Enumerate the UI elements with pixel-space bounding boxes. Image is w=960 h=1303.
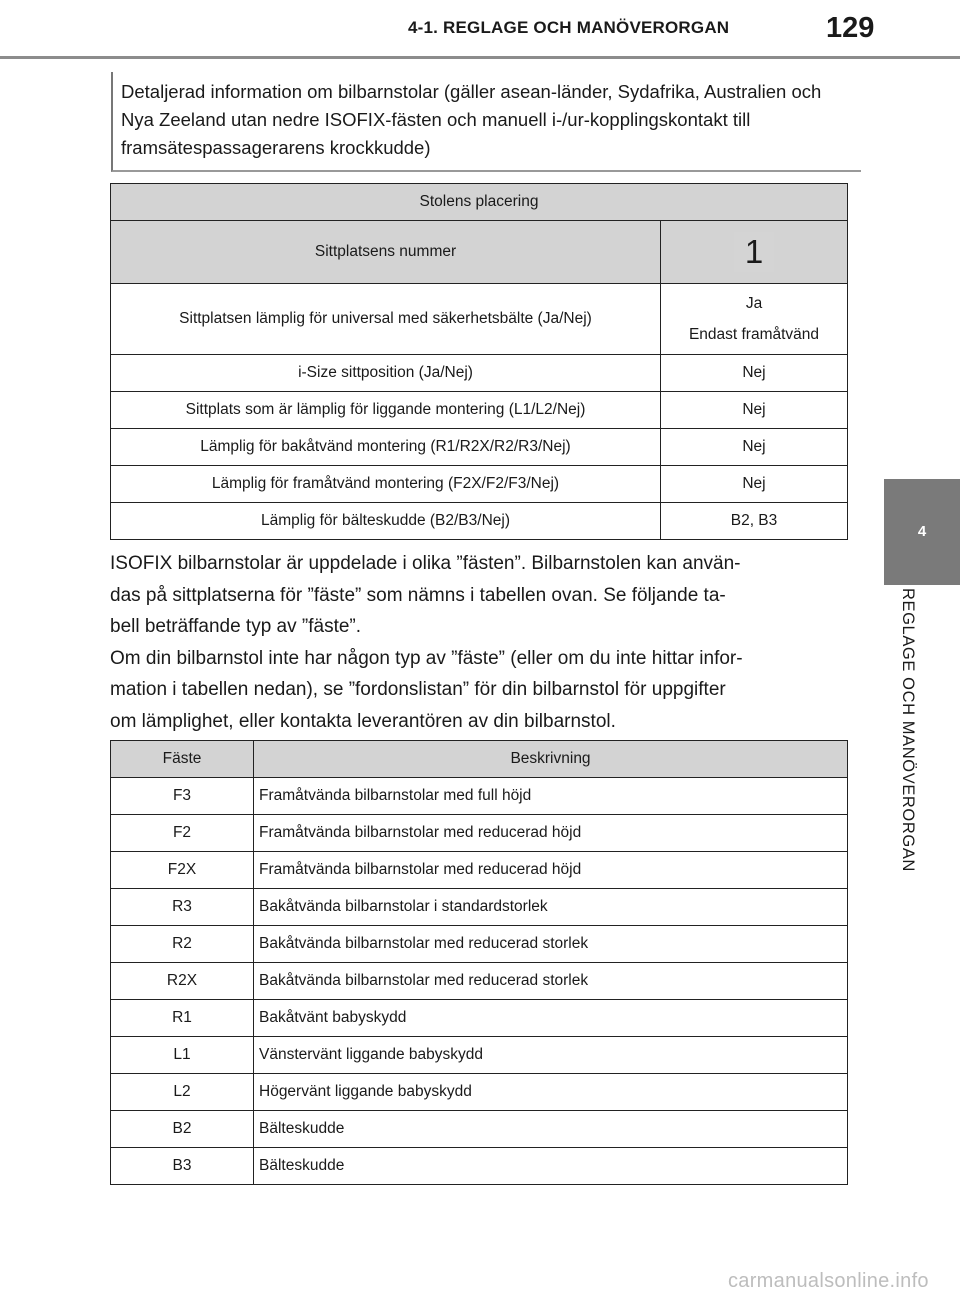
section-title: 4-1. REGLAGE OCH MANÖVERORGAN (408, 18, 730, 37)
paragraph-line: Om din bilbarnstol inte har någon typ av ”fäste” (eller om du inte hittar infor- (110, 647, 743, 669)
seat-number-label: Sittplatsens nummer (111, 221, 661, 284)
fixture-description: Högervänt liggande babyskydd (254, 1074, 848, 1111)
paragraph-line: bell beträffande typ av ”fäste”. (110, 616, 362, 637)
row-label: Lämplig för framåtvänd montering (F2X/F2/F3/Nej) (111, 466, 661, 503)
fixture-code: R2X (111, 963, 254, 1000)
row-label: Lämplig för bälteskudde (B2/B3/Nej) (111, 503, 661, 540)
fixture-code: F3 (111, 778, 254, 815)
fixture-description: Bakåtvända bilbarnstolar i standardstorlek (254, 889, 848, 926)
fixture-description: Framåtvända bilbarnstolar med full höjd (254, 778, 848, 815)
seat-number-row (111, 221, 848, 284)
row-value-line2: Endast framåtvänd (688, 326, 820, 343)
table-row (111, 852, 848, 889)
row-value-line1: Ja (745, 295, 763, 312)
fixture-code: L1 (111, 1037, 254, 1074)
table-row (111, 429, 848, 466)
paragraph-line: mation i tabellen nedan), se ”fordonslistan” för din bilbarnstol för uppgifter (110, 679, 726, 700)
table-row (111, 1074, 848, 1111)
table-row (111, 466, 848, 503)
fixture-code: R1 (111, 1000, 254, 1037)
table-row (111, 1111, 848, 1148)
fixture-description: Bälteskudde (254, 1148, 848, 1185)
chapter-tab (884, 479, 960, 585)
table-row (111, 963, 848, 1000)
row-value: B2, B3 (661, 503, 848, 540)
table-row (111, 355, 848, 392)
table-row (111, 284, 848, 355)
fixture-description: Bakåtvända bilbarnstolar med reducerad storlek (254, 963, 848, 1000)
fixture-description: Vänstervänt liggande babyskydd (254, 1037, 848, 1074)
table-row (111, 815, 848, 852)
page-number: 129 (826, 12, 875, 44)
description-col-header: Beskrivning (254, 741, 848, 778)
info-box-text: Detaljerad information om bilbarnstolar (gäller asean-länder, Sydafrika, Australien och Nya Zeeland utan nedre ISOFIX-fästen och manuell i-/ur-kopplingskontakt till framsätespassagerarens krockkudde) (121, 81, 822, 158)
table-row (111, 889, 848, 926)
row-value: Nej (661, 466, 848, 503)
table-row (111, 778, 848, 815)
table-row (111, 503, 848, 540)
info-box (111, 72, 861, 172)
fixture-description: Framåtvända bilbarnstolar med reducerad höjd (254, 852, 848, 889)
row-value (661, 284, 848, 355)
seat-number-badge: 1 (734, 232, 774, 272)
table-row (111, 1148, 848, 1185)
fixture-code: F2X (111, 852, 254, 889)
watermark: carmanualsonline.info (728, 1270, 929, 1292)
row-label: Sittplatsen lämplig för universal med säkerhetsbälte (Ja/Nej) (111, 284, 661, 355)
row-value: Nej (661, 355, 848, 392)
paragraph-line: om lämplighet, eller kontakta leverantören av din bilbarnstol. (110, 710, 616, 732)
row-label: Sittplats som är lämplig för liggande montering (L1/L2/Nej) (111, 392, 661, 429)
table-row (111, 926, 848, 963)
fixture-code: B3 (111, 1148, 254, 1185)
seat-position-table (110, 183, 848, 540)
row-label: Lämplig för bakåtvänd montering (R1/R2X/R2/R3/Nej) (111, 429, 661, 466)
fixture-description: Bälteskudde (254, 1111, 848, 1148)
fixture-code: R2 (111, 926, 254, 963)
fixture-col-header: Fäste (111, 741, 254, 778)
row-value: Nej (661, 429, 848, 466)
chapter-number: 4 (917, 523, 927, 540)
paragraph-line: ISOFIX bilbarnstolar är uppdelade i olika ”fästen”. Bilbarnstolen kan använ- (110, 553, 741, 574)
paragraph-line: das på sittplatserna för ”fäste” som nämns i tabellen ovan. Se följande ta- (110, 584, 726, 606)
fixture-description: Bakåtvänt babyskydd (254, 1000, 848, 1037)
chapter-side-label: REGLAGE OCH MANÖVERORGAN (899, 588, 917, 872)
body-paragraph (110, 548, 850, 737)
seat-number-cell (661, 221, 848, 284)
row-value: Nej (661, 392, 848, 429)
table-row (111, 1037, 848, 1074)
seat-table-header-row (111, 184, 848, 221)
fixture-table (110, 740, 848, 1185)
fixture-table-header-row (111, 741, 848, 778)
header-divider (0, 56, 960, 59)
fixture-code: L2 (111, 1074, 254, 1111)
fixture-code: F2 (111, 815, 254, 852)
seat-table-header: Stolens placering (111, 184, 848, 221)
fixture-description: Framåtvända bilbarnstolar med reducerad höjd (254, 815, 848, 852)
fixture-code: R3 (111, 889, 254, 926)
fixture-code: B2 (111, 1111, 254, 1148)
table-row (111, 1000, 848, 1037)
fixture-description: Bakåtvända bilbarnstolar med reducerad storlek (254, 926, 848, 963)
table-row (111, 392, 848, 429)
row-label: i-Size sittposition (Ja/Nej) (111, 355, 661, 392)
